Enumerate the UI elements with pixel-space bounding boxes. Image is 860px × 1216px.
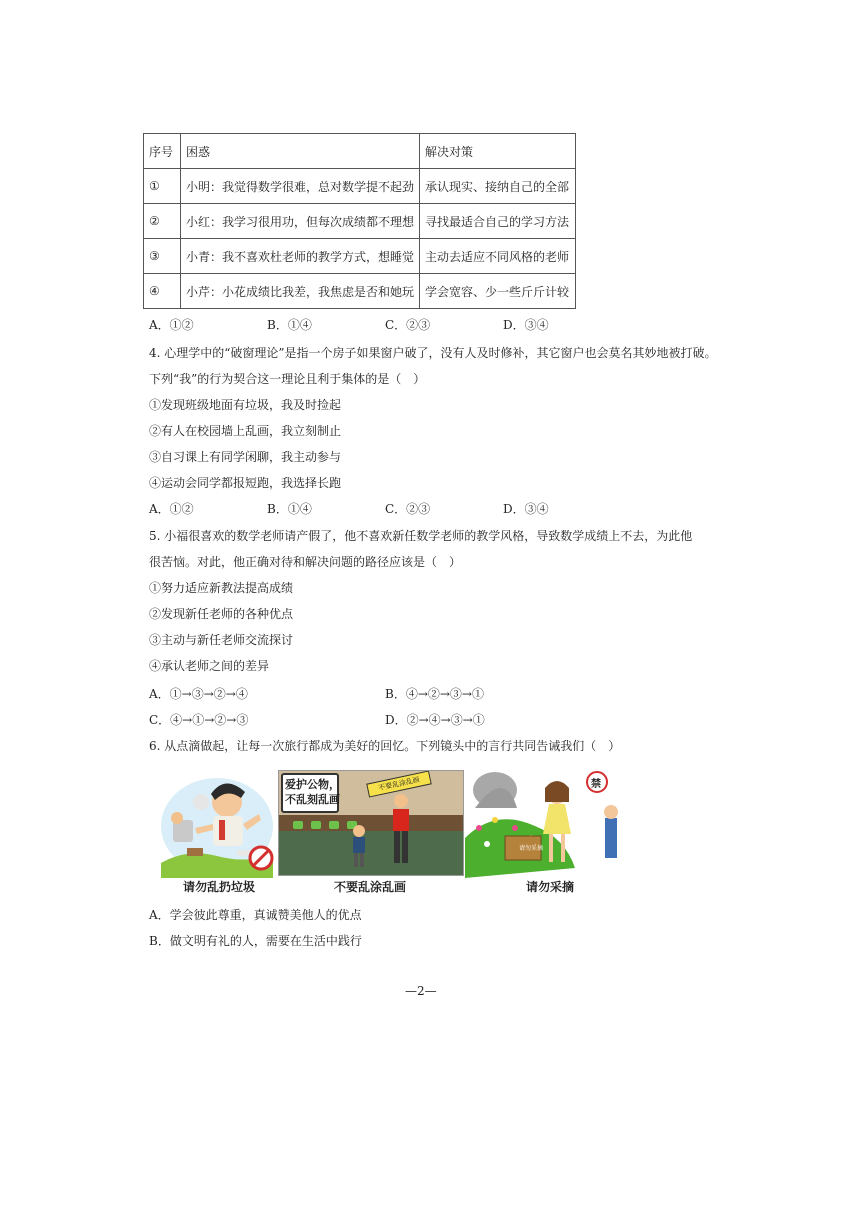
q6-option-b: B．做文明有礼的人，需要在生活中践行 <box>149 934 362 948</box>
table-cell: 小明：我觉得数学很难，总对数学提不起劲 <box>181 169 420 204</box>
table-header-cell: 解决对策 <box>420 134 576 169</box>
dilemma-table <box>143 133 576 309</box>
table-row <box>144 239 576 274</box>
table-row <box>144 274 576 309</box>
q4-item: ③自习课上有同学闲聊，我主动参与 <box>149 450 342 464</box>
protect-property-sign: 爱护公物， 不乱刻乱画 <box>281 773 339 813</box>
table-header-cell: 序号 <box>144 134 181 169</box>
q5-option-c: C．④→①→②→③ <box>149 713 249 727</box>
table-cell: 学会宽容、少一些斤斤计较 <box>420 274 576 309</box>
q3-option-a: A．①② <box>149 318 194 332</box>
caption-litter: 请勿乱扔垃圾 <box>183 880 256 894</box>
table-cell: 寻找最适合自己的学习方法 <box>420 204 576 239</box>
q4-item: ①发现班级地面有垃圾，我及时捡起 <box>149 398 342 412</box>
q3-option-b: B．①④ <box>267 318 312 332</box>
q5-item: ①努力适应新教法提高成绩 <box>149 581 294 595</box>
table-row <box>144 204 576 239</box>
table-row <box>144 169 576 204</box>
table-header-cell: 困惑 <box>181 134 420 169</box>
no-graffiti-tag: 不要乱涂乱画 <box>366 770 432 797</box>
table-cell: ② <box>144 204 181 239</box>
q4-option-a: A．①② <box>149 502 194 516</box>
q4-stem-line2: 下列“我”的行为契合这一理论且利于集体的是（ ） <box>149 372 426 386</box>
q4-option-d: D．③④ <box>503 502 549 516</box>
q5-option-d: D．②→④→③→① <box>385 713 485 727</box>
page-number: —2— <box>405 984 437 998</box>
table-cell: 主动去适应不同风格的老师 <box>420 239 576 274</box>
no-picking-cartoon <box>465 768 619 878</box>
graffiti-cartoon <box>278 770 464 876</box>
q3-option-d: D．③④ <box>503 318 549 332</box>
caption-no-picking: 请勿采摘 <box>526 880 575 894</box>
q4-option-c: C．②③ <box>385 502 431 516</box>
q5-stem-line2: 很苦恼。对此，他正确对待和解决问题的路径应该是（ ） <box>149 555 462 569</box>
table-cell: ④ <box>144 274 181 309</box>
q4-option-b: B．①④ <box>267 502 312 516</box>
table-cell: 小芹：小花成绩比我差，我焦虑是否和她玩 <box>181 274 420 309</box>
table-header-row <box>144 134 576 169</box>
q4-stem-line1: 4. 心理学中的“破窗理论”是指一个房子如果窗户破了，没有人及时修补，其它窗户也会莫名其妙地被打破。 <box>149 346 717 360</box>
q5-option-a: A．①→③→②→④ <box>149 687 248 701</box>
table-cell: 小红：我学习很用功，但每次成绩都不理想 <box>181 204 420 239</box>
litter-cartoon <box>157 768 275 878</box>
q5-item: ②发现新任老师的各种优点 <box>149 607 294 621</box>
q5-stem-line1: 5. 小福很喜欢的数学老师请产假了，他不喜欢新任数学老师的教学风格，导致数学成绩上不去，为此他 <box>149 529 693 543</box>
q4-item: ②有人在校园墙上乱画，我立刻制止 <box>149 424 342 438</box>
q4-item: ④运动会同学都报短跑，我选择长跑 <box>149 476 342 490</box>
table-cell: ③ <box>144 239 181 274</box>
q3-option-c: C．②③ <box>385 318 431 332</box>
signpost-text: 请勿采摘 <box>519 845 544 852</box>
no-picking-icon: 禁 <box>591 779 601 790</box>
q6-stem: 6. 从点滴做起，让每一次旅行都成为美好的回忆。下列镜头中的言行共同告诫我们（ ） <box>149 739 621 753</box>
q6-option-a: A．学会彼此尊重，真诚赞美他人的优点 <box>149 908 362 922</box>
q5-item: ④承认老师之间的差异 <box>149 659 270 673</box>
caption-graffiti: 不要乱涂乱画 <box>334 880 407 894</box>
table-cell: 小青：我不喜欢杜老师的教学方式，想睡觉 <box>181 239 420 274</box>
table-cell: ① <box>144 169 181 204</box>
q5-item: ③主动与新任老师交流探讨 <box>149 633 294 647</box>
table-cell: 承认现实、接纳自己的全部 <box>420 169 576 204</box>
q5-option-b: B．④→②→③→① <box>385 687 484 701</box>
